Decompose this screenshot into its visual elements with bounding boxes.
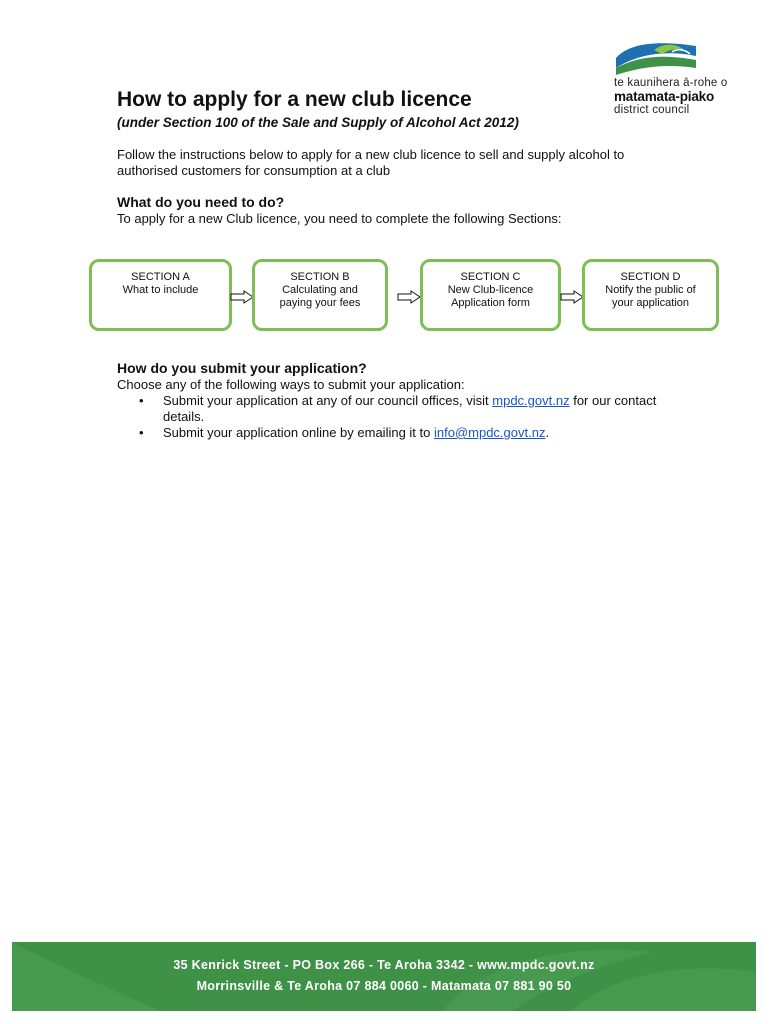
section-d-title: SECTION D	[620, 271, 681, 283]
bullet-icon: •	[139, 425, 144, 440]
bullet2-text-end: .	[545, 425, 550, 440]
intro-paragraph: Follow the instructions below to apply for a new club licence to sell and supply alcohol to authorised customers for consumption at a club	[117, 147, 625, 178]
logo-text-council: district council	[614, 104, 690, 116]
logo-text-maori: te kaunihera ā-rohe o	[614, 77, 728, 89]
page-title: How to apply for a new club licence	[117, 88, 472, 111]
email-link[interactable]: info@mpdc.govt.nz	[433, 425, 546, 440]
bullet1-text-end: for our contact details.	[163, 393, 657, 424]
section-c-desc-line2: Application form	[451, 297, 530, 309]
council-logo-mark-icon	[614, 38, 698, 76]
section-c-desc-line1: New Club-licence	[447, 284, 534, 296]
submit-options-list	[117, 393, 657, 441]
page-subtitle: (under Section 100 of the Sale and Supply of Alcohol Act 2012)	[117, 115, 519, 130]
arrow-right-icon	[560, 290, 584, 304]
need-paragraph: To apply for a new Club licence, you need to complete the following Sections:	[117, 211, 562, 226]
footer-banner	[12, 942, 756, 1011]
section-a-box	[89, 259, 232, 331]
footer-pattern-icon	[12, 942, 756, 1011]
submit-heading: How do you submit your application?	[117, 360, 367, 376]
logo-text-name: matamata-piako	[614, 89, 714, 104]
bullet-icon: •	[139, 393, 144, 408]
footer-phone: Morrinsville & Te Aroha 07 884 0060 - Matamata 07 881 90 50	[196, 979, 572, 993]
section-a-desc: What to include	[122, 284, 199, 296]
need-heading: What do you need to do?	[117, 194, 285, 210]
list-item	[117, 393, 657, 425]
mpdc-website-link[interactable]: mpdc.govt.nz	[492, 393, 570, 408]
council-logo	[612, 38, 742, 118]
section-a-title: SECTION A	[131, 271, 190, 283]
section-b-title: SECTION B	[290, 271, 350, 283]
list-item	[117, 425, 657, 441]
submit-paragraph: Choose any of the following ways to submit your application:	[117, 377, 465, 392]
section-b-box	[252, 259, 388, 331]
section-b-desc-line2: paying your fees	[279, 297, 361, 309]
section-d-desc-line1: Notify the public of	[605, 284, 696, 296]
section-c-box	[420, 259, 561, 331]
arrow-right-icon	[397, 290, 421, 304]
section-d-desc-line2: your application	[611, 297, 690, 309]
section-c-title: SECTION C	[460, 271, 521, 283]
section-d-box	[582, 259, 719, 331]
bullet2-text: Submit your application online by emailing it to	[163, 425, 434, 440]
footer-address: 35 Kenrick Street - PO Box 266 - Te Aroha 3342 - www.mpdc.govt.nz	[173, 958, 595, 972]
arrow-right-icon	[230, 290, 254, 304]
section-b-desc-line1: Calculating and	[282, 284, 358, 296]
bullet1-text: Submit your application at any of our council offices, visit	[163, 393, 493, 408]
